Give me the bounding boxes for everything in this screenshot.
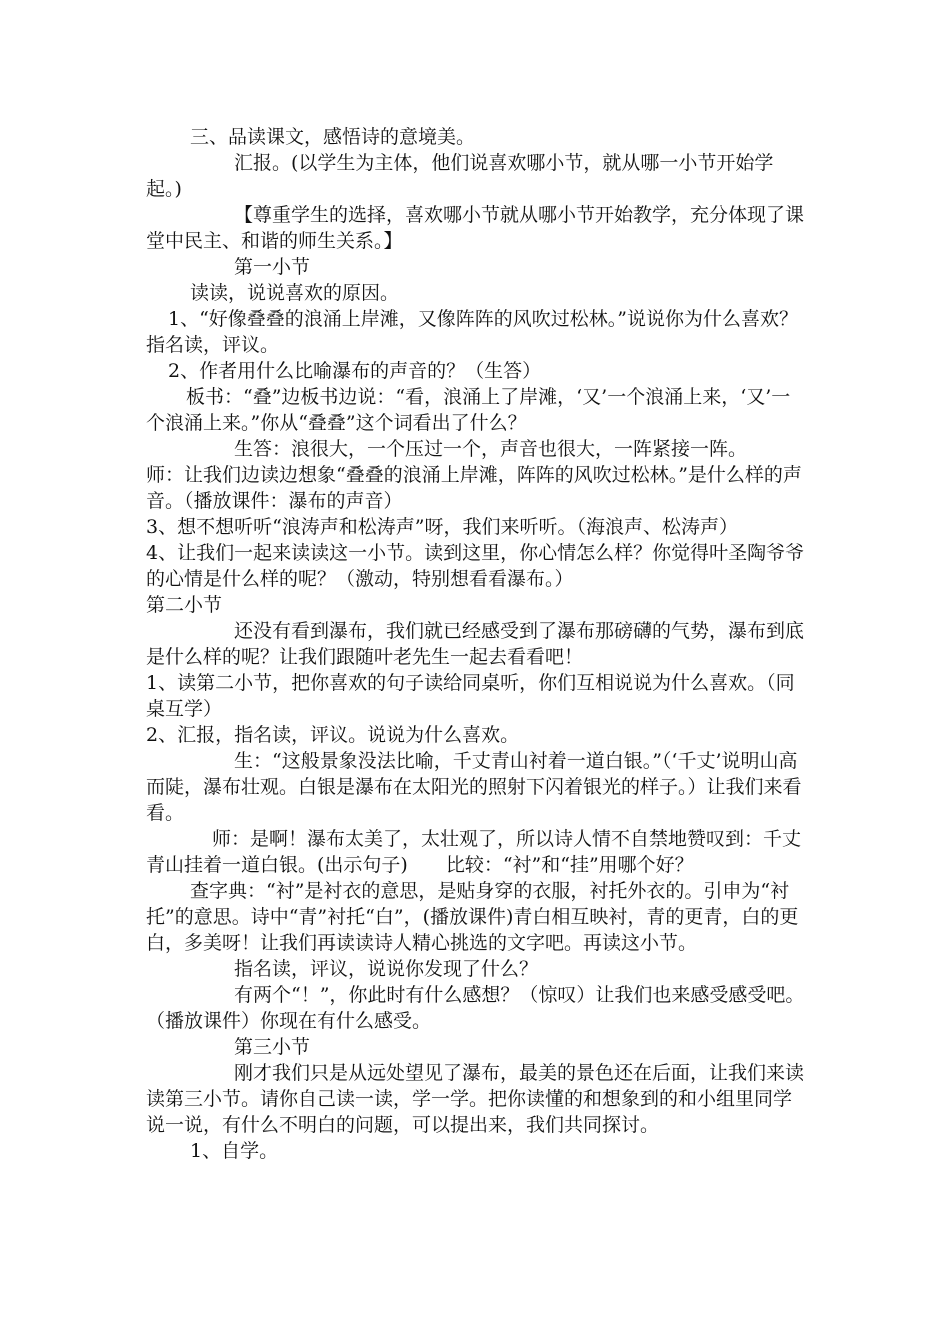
subsection-heading: 第三小节 [234, 1036, 311, 1058]
paragraph: 生答：浪很大，一个压过一个，声音也很大，一阵紧接一阵。 [234, 438, 748, 460]
list-item: 4、让我们一起来读读这一小节。读到这里，你心情怎么样？你觉得叶圣陶爷爷的心情是什么样的呢？（激动，特别想看看瀑布。） [146, 542, 805, 590]
paragraph: 刚才我们只是从远处望见了瀑布，最美的景色还在后面，让我们来读读第三小节。请你自己读一读，学一学。把你读懂的和想象到的和小组里同学说一说，有什么不明白的问题，可以提出来，我们共同探讨。 [146, 1062, 805, 1136]
section-heading: 三、品读课文，感悟诗的意境美。 [190, 126, 476, 148]
list-item: 3、想不想听听“浪涛声和松涛声”呀，我们来听听。（海浪声、松涛声） [146, 516, 739, 538]
paragraph: 汇报。(以学生为主体，他们说喜欢哪小节，就从哪一小节开始学起。) [146, 152, 774, 200]
list-item: 1、读第二小节，把你喜欢的句子读给同桌听，你们互相说说为什么喜欢。（同桌互学） [146, 672, 795, 720]
paragraph: 还没有看到瀑布，我们就已经感受到了瀑布那磅礴的气势，瀑布到底是什么样的呢？让我们跟随叶老先生一起去看看吧！ [146, 620, 805, 668]
list-item: 2、汇报，指名读，评议。说说为什么喜欢。 [146, 724, 520, 746]
paragraph: 板书：“叠”边板书边说：“看，浪涌上了岸滩，‘又’一个浪涌上来，‘又’一个浪涌上来。”你从“叠叠”这个词看出了什么？ [146, 386, 791, 434]
document-body [146, 124, 808, 1164]
subsection-heading: 第一小节 [234, 256, 311, 278]
subsection-heading: 第二小节 [146, 594, 223, 616]
paragraph: 师：是啊！瀑布太美了，太壮观了，所以诗人情不自禁地赞叹到：千丈青山挂着一道白银。(出示句子) 比较：“衬”和“挂”用哪个好？ [146, 828, 802, 876]
paragraph-note: 【尊重学生的选择，喜欢哪小节就从哪小节开始教学，充分体现了课堂中民主、和谐的师生关系。】 [146, 204, 805, 252]
paragraph: 生：“这般景象没法比喻，千丈青山衬着一道白银。”（‘千丈’说明山高而陡，瀑布壮观。白银是瀑布在太阳光的照射下闪着银光的样子。）让我们来看看。 [146, 750, 802, 824]
list-item: 2、作者用什么比喻瀑布的声音的？（生答） [168, 360, 542, 382]
paragraph: 查字典：“衬”是衬衣的意思，是贴身穿的衣服，衬托外衣的。引申为“衬托”的意思。诗中“青”衬托“白”，(播放课件)青白相互映衬，青的更青，白的更白，多美呀！让我们再读读诗人精心挑选的文字吧。再读这小节。 [146, 880, 799, 954]
paragraph: 师：让我们边读边想象“叠叠的浪涌上岸滩，阵阵的风吹过松林。”是什么样的声音。（播放课件：瀑布的声音） [146, 464, 802, 512]
paragraph: 指名读，评议，说说你发现了什么？ [234, 958, 539, 980]
paragraph: 读读，说说喜欢的原因。 [190, 282, 400, 304]
paragraph: 有两个“！”，你此时有什么感想？（惊叹）让我们也来感受感受吧。（播放课件）你现在有什么感受。 [146, 984, 805, 1032]
list-item: 1、自学。 [190, 1140, 279, 1162]
list-item: 1、“好像叠叠的浪涌上岸滩，又像阵阵的风吹过松林。”说说你为什么喜欢？指名读，评议。 [146, 308, 799, 356]
